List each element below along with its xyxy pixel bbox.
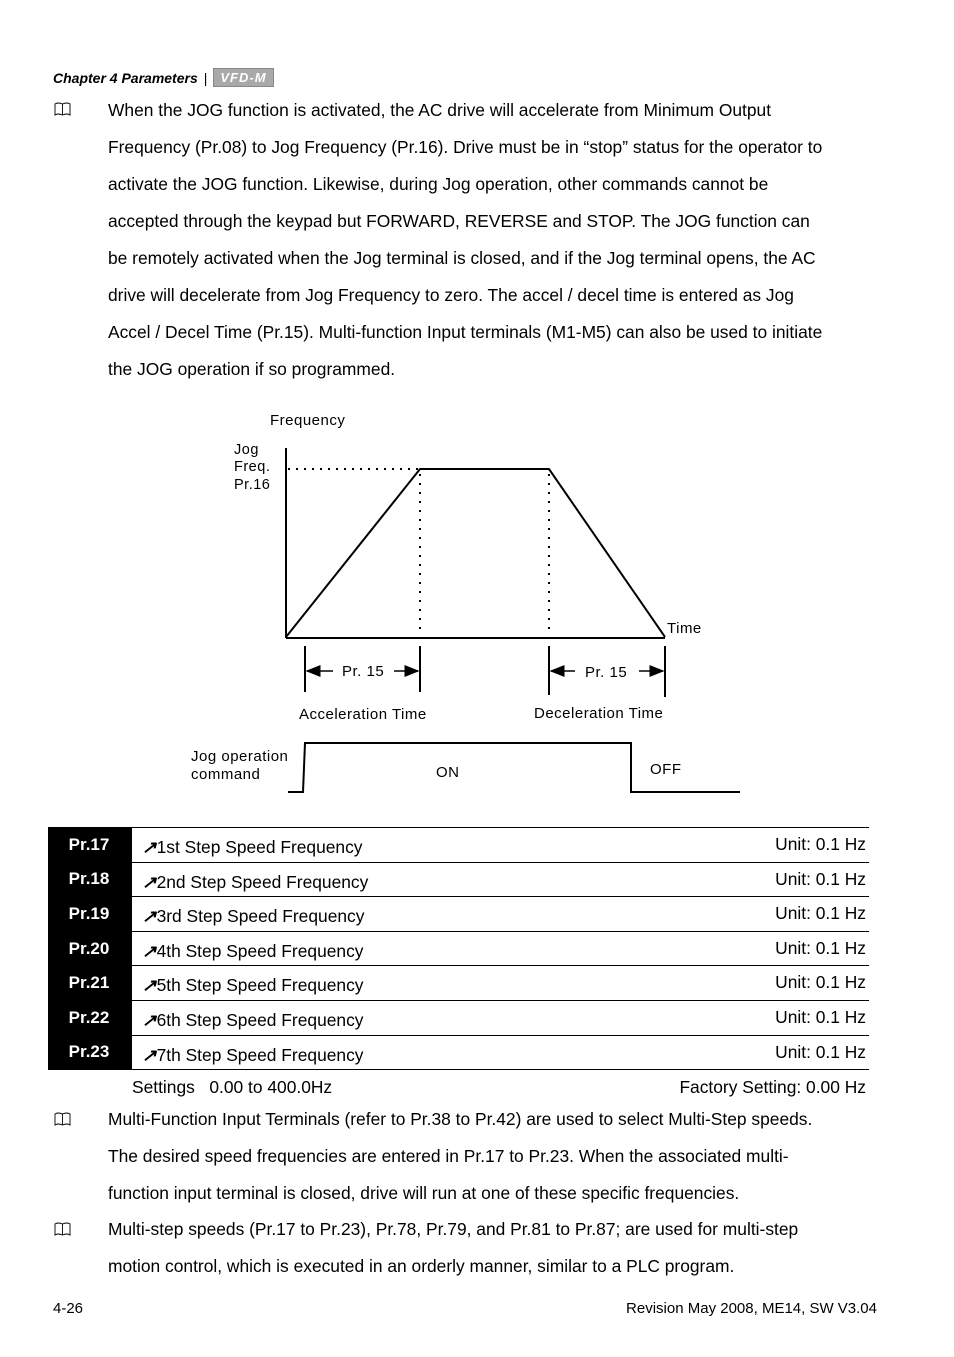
settings-row	[48, 1069, 869, 1102]
row-divider	[130, 897, 132, 931]
param-name	[142, 975, 363, 996]
param-unit: Unit: 0.1 Hz	[775, 903, 866, 924]
intro-line: activate the JOG function. Likewise, during Jog operation, other commands cannot be	[108, 174, 769, 194]
param-code: Pr.18	[48, 863, 130, 897]
param-code: Pr.22	[48, 1001, 130, 1035]
page-number: 4-26	[53, 1300, 84, 1317]
cmd-label-1: Jog operation	[191, 748, 289, 765]
param-row-pr18	[48, 862, 869, 897]
row-divider	[130, 863, 132, 897]
intro-line: drive will decelerate from Jog Frequency to zero. The accel / decel time is entered as Jog	[108, 285, 794, 305]
jog-freq-label-1: Jog	[234, 442, 259, 458]
header-separator: |	[203, 69, 208, 86]
jog-freq-label-2: Freq.	[234, 459, 271, 475]
off-label: OFF	[650, 761, 682, 778]
intro-line: Frequency (Pr.08) to Jog Frequency (Pr.16). Drive must be in “stop” status for the operator to	[108, 137, 823, 157]
param-unit: Unit: 0.1 Hz	[775, 868, 866, 889]
intro-line: the JOG operation if so programmed.	[108, 359, 396, 379]
param-name	[142, 1010, 363, 1031]
param-name	[142, 941, 363, 962]
param-code: Pr.23	[48, 1036, 130, 1070]
param-row-pr23	[48, 1035, 869, 1070]
param-name-text: 4th Step Speed Frequency	[156, 940, 364, 961]
y-axis-label: Frequency	[270, 412, 346, 429]
writable-icon: ↗	[142, 975, 157, 996]
writable-icon: ↗	[142, 906, 157, 927]
factory-setting: Factory Setting: 0.00 Hz	[679, 1077, 866, 1098]
parameter-table	[48, 827, 869, 1102]
param-name	[142, 906, 364, 927]
writable-icon: ↗	[142, 871, 157, 892]
row-divider	[130, 1036, 132, 1070]
row-divider	[130, 1001, 132, 1035]
book-icon	[54, 1222, 71, 1236]
writable-icon: ↗	[142, 837, 157, 857]
param-name-text: 6th Step Speed Frequency	[156, 1009, 364, 1030]
writable-icon: ↗	[142, 1044, 157, 1065]
param-row-pr21	[48, 965, 869, 1000]
frequency-curve	[286, 469, 665, 637]
jog-freq-label-3: Pr.16	[234, 477, 271, 493]
param-name	[142, 837, 363, 858]
row-divider	[130, 932, 132, 966]
row-divider	[130, 828, 132, 862]
param-name-text: 3rd Step Speed Frequency	[156, 906, 365, 927]
note-multi-function	[108, 1101, 888, 1212]
decel-pr-label: Pr. 15	[585, 664, 628, 681]
revision-text: Revision May 2008, ME14, SW V3.04	[626, 1300, 877, 1317]
note-line: function input terminal is closed, drive will run at one of these specific frequencies.	[108, 1183, 740, 1203]
intro-line: Accel / Decel Time (Pr.15). Multi-function Input terminals (M1-M5) can also be used to initiate	[108, 322, 823, 342]
param-name-text: 2nd Step Speed Frequency	[156, 871, 369, 892]
note-line: The desired speed frequencies are entered in Pr.17 to Pr.23. When the associated multi-	[108, 1146, 789, 1166]
param-code: Pr.19	[48, 897, 130, 931]
vfd-m-logo: VFD-M	[213, 68, 273, 87]
chapter-title: Chapter 4 Parameters	[53, 69, 198, 86]
param-row-pr19	[48, 896, 869, 931]
accel-pr-label: Pr. 15	[342, 663, 385, 680]
time-label: Time	[667, 620, 702, 637]
param-code: Pr.17	[48, 828, 130, 862]
param-row-pr17	[48, 827, 869, 862]
settings-range: Settings 0.00 to 400.0Hz	[132, 1077, 333, 1098]
param-name-text: 7th Step Speed Frequency	[156, 1044, 364, 1065]
note-line: Multi-Function Input Terminals (refer to Pr.38 to Pr.42) are used to select Multi-Step speeds.	[108, 1109, 813, 1129]
intro-line: be remotely activated when the Jog terminal is closed, and if the Jog terminal opens, the AC	[108, 248, 816, 268]
param-unit: Unit: 0.1 Hz	[775, 1006, 866, 1027]
decel-time-label: Deceleration Time	[534, 705, 664, 722]
intro-line: When the JOG function is activated, the AC drive will accelerate from Minimum Output	[108, 100, 772, 120]
param-code: Pr.20	[48, 932, 130, 966]
param-unit: Unit: 0.1 Hz	[775, 972, 866, 993]
param-unit: Unit: 0.1 Hz	[775, 937, 866, 958]
note-line: motion control, which is executed in an orderly manner, similar to a PLC program.	[108, 1256, 735, 1276]
cmd-label-2: command	[191, 766, 261, 783]
param-name	[142, 1045, 363, 1066]
param-row-pr20	[48, 931, 869, 966]
on-label: ON	[436, 764, 460, 781]
param-code: Pr.21	[48, 966, 130, 1000]
writable-icon: ↗	[142, 1009, 157, 1030]
param-unit: Unit: 0.1 Hz	[775, 834, 866, 854]
note-multi-step	[108, 1211, 888, 1285]
param-name	[142, 872, 368, 893]
param-unit: Unit: 0.1 Hz	[775, 1041, 866, 1062]
param-name-text: 1st Step Speed Frequency	[156, 837, 363, 857]
row-divider	[130, 966, 132, 1000]
writable-icon: ↗	[142, 940, 157, 961]
param-name-text: 5th Step Speed Frequency	[156, 975, 364, 996]
intro-line: accepted through the keypad but FORWARD, REVERSE and STOP. The JOG function can	[108, 211, 810, 231]
book-icon	[54, 1112, 71, 1126]
param-row-pr22	[48, 1000, 869, 1035]
accel-time-label: Acceleration Time	[299, 706, 427, 723]
note-line: Multi-step speeds (Pr.17 to Pr.23), Pr.78, Pr.79, and Pr.81 to Pr.87; are used for multi-step	[108, 1219, 799, 1239]
